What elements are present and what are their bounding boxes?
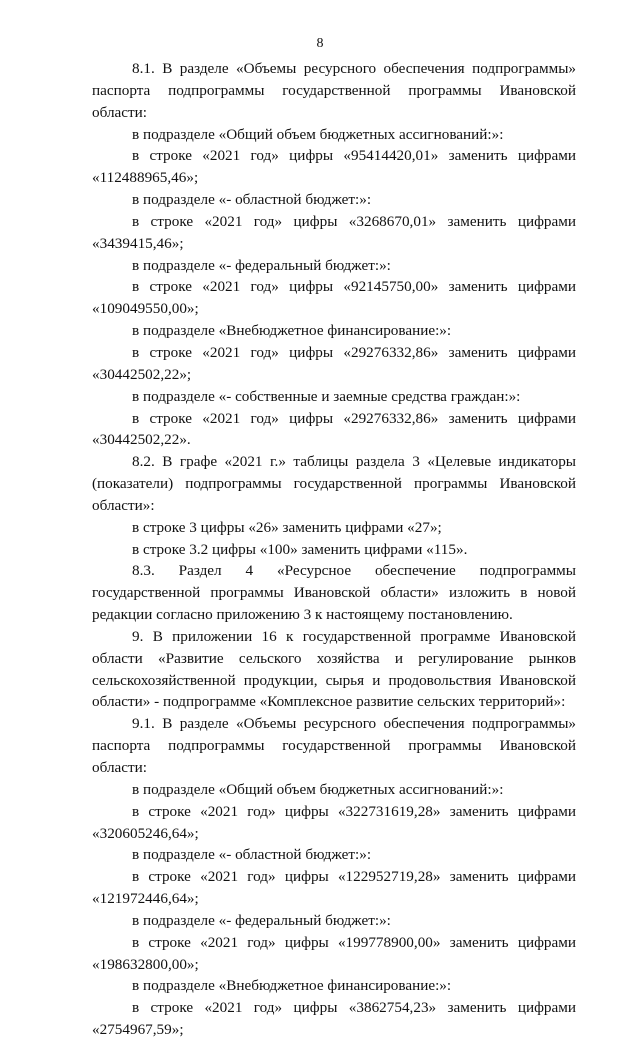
text-line: в строке 3.2 цифры «100» заменить цифрами «115».	[132, 540, 468, 558]
text-line: области» - подпрограмме «Комплексное развитие сельских территорий»:	[92, 693, 566, 711]
page-number: 8	[316, 36, 324, 51]
text-line: 9. В приложении 16 к государственной программе Ивановской	[132, 627, 576, 645]
text-line: «320605246,64»;	[92, 824, 199, 842]
text-line: «121972446,64»;	[92, 890, 199, 908]
text-line: в строке «2021 год» цифры «92145750,00» заменить цифрами	[132, 278, 576, 296]
text-line: в строке «2021 год» цифры «95414420,01» заменить цифрами	[132, 147, 576, 165]
text-line: в подразделе «- областной бюджет:»:	[132, 191, 372, 209]
text-line: «2754967,59»;	[92, 1021, 184, 1039]
text-line: в подразделе «- областной бюджет:»:	[132, 846, 372, 864]
text-line: области:	[92, 103, 147, 121]
text-line: в подразделе «Общий объем бюджетных ассигнований:»:	[132, 780, 504, 798]
text-line: «3439415,46»;	[92, 234, 184, 252]
text-line: паспорта подпрограммы государственной программы Ивановской	[92, 737, 576, 755]
text-line: в строке «2021 год» цифры «122952719,28» заменить цифрами	[132, 868, 576, 886]
text-line: в строке «2021 год» цифры «29276332,86» заменить цифрами	[132, 343, 576, 361]
text-line: «30442502,22».	[92, 431, 191, 449]
text-line: «198632800,00»;	[92, 955, 199, 973]
text-line: 8.2. В графе «2021 г.» таблицы раздела 3 «Целевые индикаторы	[132, 453, 576, 471]
text-line: «112488965,46»;	[92, 169, 199, 187]
text-line: государственной программы Ивановской области» изложить в новой	[92, 584, 576, 602]
text-line: в подразделе «Общий объем бюджетных ассигнований:»:	[132, 125, 504, 143]
text-line: в подразделе «Внебюджетное финансирование:»:	[132, 322, 452, 340]
text-line: области «Развитие сельского хозяйства и регулирование рынков	[92, 649, 576, 667]
text-line: в подразделе «Внебюджетное финансирование:»:	[132, 977, 452, 995]
text-line: в подразделе «- федеральный бюджет:»:	[132, 911, 391, 929]
text-line: 8.1. В разделе «Объемы ресурсного обеспечения подпрограммы» паспорта подпрограммы государственной программы Ивановской	[92, 60, 576, 99]
text-line: «109049550,00»;	[92, 300, 199, 318]
document-body	[92, 58, 576, 1041]
text-line: в строке «2021 год» цифры «29276332,86» заменить цифрами	[132, 409, 576, 427]
text-line: (показатели) подпрограммы государственной программы Ивановской	[92, 475, 576, 493]
text-line: в строке «2021 год» цифры «199778900,00» заменить цифрами	[132, 933, 576, 951]
text-line: 9.1. В разделе «Объемы ресурсного обеспечения подпрограммы»	[132, 715, 576, 733]
text-line: в строке «2021 год» цифры «3862754,23» заменить цифрами	[132, 999, 576, 1017]
text-line: в строке 3 цифры «26» заменить цифрами «27»;	[132, 518, 442, 536]
text-line: «30442502,22»;	[92, 365, 192, 383]
text-line: в строке «2021 год» цифры «322731619,28» заменить цифрами	[132, 802, 576, 820]
text-line: 8.3. Раздел 4 «Ресурсное обеспечение подпрограммы	[132, 562, 576, 580]
text-line: сельскохозяйственной продукции, сырья и продовольствия Ивановской	[92, 671, 576, 689]
text-line: редакции согласно приложению 3 к настоящему постановлению.	[92, 606, 513, 624]
text-line: области:	[92, 759, 147, 776]
text-line: в строке «2021 год» цифры «3268670,01» заменить цифрами	[132, 212, 576, 230]
text-line: в подразделе «- федеральный бюджет:»:	[132, 256, 391, 274]
text-line: области»:	[92, 496, 155, 514]
text-line: в подразделе «- собственные и заемные средства граждан:»:	[132, 387, 521, 405]
